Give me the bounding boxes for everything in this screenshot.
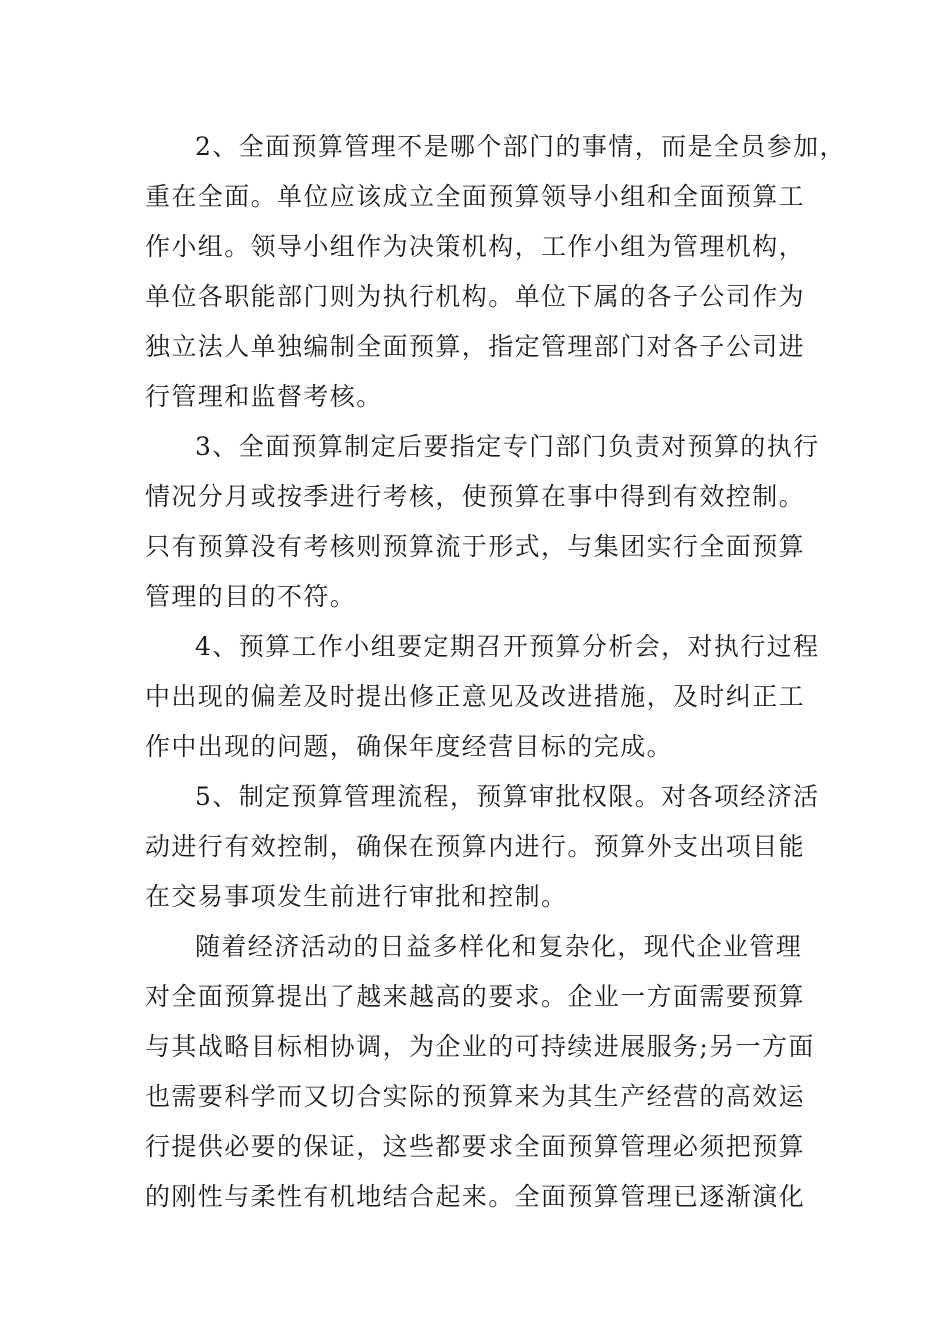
text-line: 作小组。领导小组作为决策机构，工作小组为管理机构， xyxy=(145,232,806,261)
text-line: 重在全面。单位应该成立全面预算领导小组和全面预算工 xyxy=(145,182,806,211)
paragraph-item-3 xyxy=(145,422,820,622)
text-line: 独立法人单独编制全面预算，指定管理部门对各子公司进 xyxy=(145,332,806,361)
text-line: 的刚性与柔性有机地结合起来。全面预算管理已逐渐演化 xyxy=(145,1182,806,1211)
text-line: 管理的目的不符。 xyxy=(145,582,357,611)
paragraph-item-2 xyxy=(145,122,846,422)
text-line: 中出现的偏差及时提出修正意见及改进措施，及时纠正工 xyxy=(145,682,806,711)
text-line: 在交易事项发生前进行审批和控制。 xyxy=(145,882,568,911)
text-line: 4、预算工作小组要定期召开预算分析会，对执行过程 xyxy=(195,632,820,661)
paragraph-summary xyxy=(145,922,815,1222)
text-line: 作中出现的问题，确保年度经营目标的完成。 xyxy=(145,732,674,761)
text-line: 行提供必要的保证，这些都要求全面预算管理必须把预算 xyxy=(145,1132,806,1161)
text-line: 5、制定预算管理流程，预算审批权限。对各项经济活 xyxy=(195,782,820,811)
text-line: 只有预算没有考核则预算流于形式，与集团实行全面预算 xyxy=(145,532,806,561)
text-line: 行管理和监督考核。 xyxy=(145,382,383,411)
text-line: 与其战略目标相协调，为企业的可持续进展服务;另一方面 xyxy=(145,1032,815,1061)
text-line: 随着经济活动的日益多样化和复杂化，现代企业管理 xyxy=(195,932,803,961)
paragraph-item-5 xyxy=(145,772,820,922)
text-line: 单位各职能部门则为执行机构。单位下属的各子公司作为 xyxy=(145,282,806,311)
text-line: 对全面预算提出了越来越高的要求。企业一方面需要预算 xyxy=(145,982,806,1011)
text-line: 情况分月或按季进行考核，使预算在事中得到有效控制。 xyxy=(145,482,806,511)
document-body xyxy=(145,122,846,1222)
text-line: 3、全面预算制定后要指定专门部门负责对预算的执行 xyxy=(195,432,820,461)
text-line: 动进行有效控制，确保在预算内进行。预算外支出项目能 xyxy=(145,832,806,861)
text-line: 2、全面预算管理不是哪个部门的事情，而是全员参加， xyxy=(195,132,846,161)
paragraph-item-4 xyxy=(145,622,820,772)
text-line: 也需要科学而又切合实际的预算来为其生产经营的高效运 xyxy=(145,1082,806,1111)
